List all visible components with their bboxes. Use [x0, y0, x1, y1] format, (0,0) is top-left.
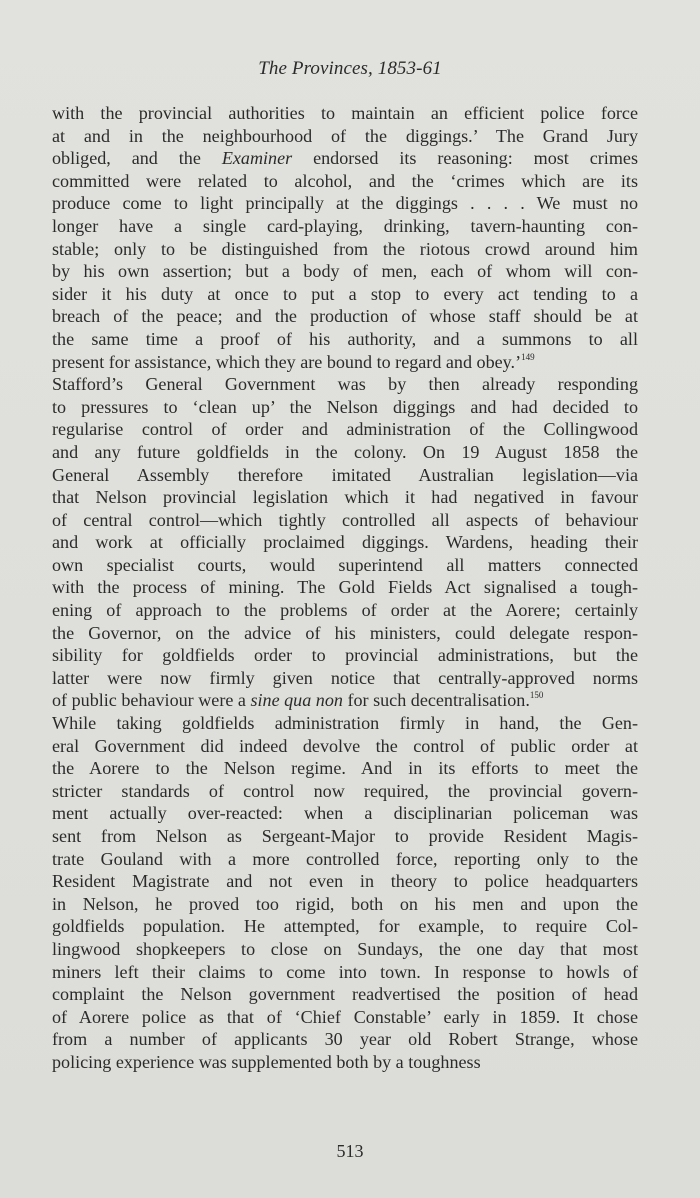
text-line-content: obliged, and the Examiner endorsed its reasoning: most crimes	[52, 148, 638, 169]
text-line	[52, 170, 638, 193]
text-line	[52, 622, 638, 645]
text-line	[52, 328, 638, 351]
text-line	[52, 915, 638, 938]
text-line	[52, 147, 638, 170]
text-line	[52, 735, 638, 758]
text-line	[52, 961, 638, 984]
text-line-content: latter were now firmly given notice that centrally-approved norms	[52, 667, 638, 688]
text-line-content: with the process of mining. The Gold Fields Act signalised a tough-	[52, 577, 638, 598]
text-line-content: of public behaviour were a sine qua non for such decentralisation.	[52, 690, 530, 711]
text-line-content: with the provincial authorities to maintain an efficient police force	[52, 103, 638, 123]
text-line-content: General Assembly therefore imitated Australian legislation—via	[52, 464, 638, 485]
text-line-content: of central control—which tightly controlled all aspects of behaviour	[52, 509, 638, 530]
text-line	[52, 1006, 638, 1029]
text-line-content: ment actually over-reacted: when a disciplinarian policeman was	[52, 803, 638, 824]
text-line-content: miners left their claims to come into town. In response to howls of	[52, 961, 638, 982]
text-line-content: produce come to light principally at the diggings . . . . We must no	[52, 193, 638, 214]
text-line	[52, 893, 638, 916]
text-line-content: goldfields population. He attempted, for example, to require Col-	[52, 916, 638, 937]
text-line-content: sibility for goldfields order to provincial administrations, but the	[52, 645, 638, 666]
text-line-content: breach of the peace; and the production of whose staff should be at	[52, 306, 638, 327]
text-line	[52, 870, 638, 893]
text-line	[52, 486, 638, 509]
text-line-content: that Nelson provincial legislation which it had negatived in favour	[52, 487, 638, 508]
text-line	[52, 712, 638, 735]
text-line	[52, 1028, 638, 1051]
text-line-content: and any future goldfields in the colony. On 19 August 1858 the	[52, 441, 638, 462]
text-line-content: at and in the neighbourhood of the diggings.’ The Grand Jury	[52, 125, 638, 146]
text-line	[52, 192, 638, 215]
text-line	[52, 373, 638, 396]
text-line-content: trate Gouland with a more controlled force, reporting only to the	[52, 848, 638, 869]
text-line-content: committed were related to alcohol, and the ‘crimes which are its	[52, 170, 638, 191]
text-line-content: Stafford’s General Government was by then already responding	[52, 374, 638, 395]
text-line	[52, 283, 638, 306]
text-line	[52, 238, 638, 261]
running-header: The Provinces, 1853-61	[258, 58, 442, 79]
text-line	[52, 938, 638, 961]
text-line	[52, 418, 638, 441]
text-line-content: by his own assertion; but a body of men, each of whom will con-	[52, 261, 638, 282]
text-line-content: in Nelson, he proved too rigid, both on his men and upon the	[52, 893, 638, 914]
text-line	[52, 464, 638, 487]
text-line-content: Resident Magistrate and not even in theory to police headquarters	[52, 871, 638, 892]
text-line	[52, 802, 638, 825]
page-number: 513	[336, 1141, 364, 1161]
text-line	[52, 689, 638, 712]
text-line-content: the Governor, on the advice of his ministers, could delegate respon-	[52, 622, 638, 643]
text-line-content: policing experience was supplemented both by a toughness	[52, 1051, 481, 1072]
text-line-content: sent from Nelson as Sergeant-Major to provide Resident Magis-	[52, 826, 638, 846]
text-line-content: and work at officially proclaimed diggings. Wardens, heading their	[52, 532, 638, 553]
text-line-content: eral Government did indeed devolve the control of public order at	[52, 735, 638, 756]
text-line	[52, 554, 638, 577]
text-line	[52, 102, 638, 125]
footnote-marker[interactable]: 149	[521, 351, 535, 362]
text-line-content: complaint the Nelson government readvertised the position of head	[52, 984, 638, 1005]
text-line	[52, 351, 638, 374]
text-line	[52, 531, 638, 554]
body-text	[52, 102, 638, 1074]
text-line	[52, 644, 638, 667]
text-line-content: the same time a proof of his authority, and a summons to all	[52, 328, 638, 349]
text-line-content: longer have a single card-playing, drinking, tavern-haunting con-	[52, 215, 638, 236]
text-line	[52, 667, 638, 690]
text-line-content: stricter standards of control now required, the provincial govern-	[52, 780, 638, 801]
text-line	[52, 848, 638, 871]
text-line	[52, 396, 638, 419]
text-line	[52, 260, 638, 283]
text-line	[52, 599, 638, 622]
text-line	[52, 125, 638, 148]
text-line-content: from a number of applicants 30 year old Robert Strange, whose	[52, 1029, 638, 1050]
text-line	[52, 780, 638, 803]
text-line-content: own specialist courts, would superintend all matters connected	[52, 554, 638, 575]
text-line-content: sider it his duty at once to put a stop to every act tending to a	[52, 283, 638, 304]
text-line	[52, 509, 638, 532]
text-line-content: stable; only to be distinguished from the riotous crowd around him	[52, 238, 638, 259]
text-line	[52, 215, 638, 238]
text-line	[52, 1051, 638, 1074]
footnote-marker[interactable]: 150	[529, 690, 544, 701]
text-line-content: While taking goldfields administration firmly in hand, the Gen-	[52, 713, 638, 734]
text-line-content: ening of approach to the problems of order at the Aorere; certainly	[52, 600, 638, 621]
text-line	[52, 757, 638, 780]
text-line	[52, 441, 638, 464]
text-line	[52, 983, 638, 1006]
text-line-content: present for assistance, which they are bound to regard and obey.’	[52, 351, 522, 372]
text-line	[52, 825, 638, 848]
text-line	[52, 576, 638, 599]
text-line-content: lingwood shopkeepers to close on Sundays, the one day that most	[52, 938, 638, 959]
text-line-content: the Aorere to the Nelson regime. And in its efforts to meet the	[52, 758, 638, 779]
text-line	[52, 305, 638, 328]
text-line-content: to pressures to ‘clean up’ the Nelson diggings and had decided to	[52, 396, 638, 417]
text-line-content: of Aorere police as that of ‘Chief Constable’ early in 1859. It chose	[52, 1006, 638, 1027]
text-line-content: regularise control of order and administration of the Collingwood	[52, 419, 638, 440]
